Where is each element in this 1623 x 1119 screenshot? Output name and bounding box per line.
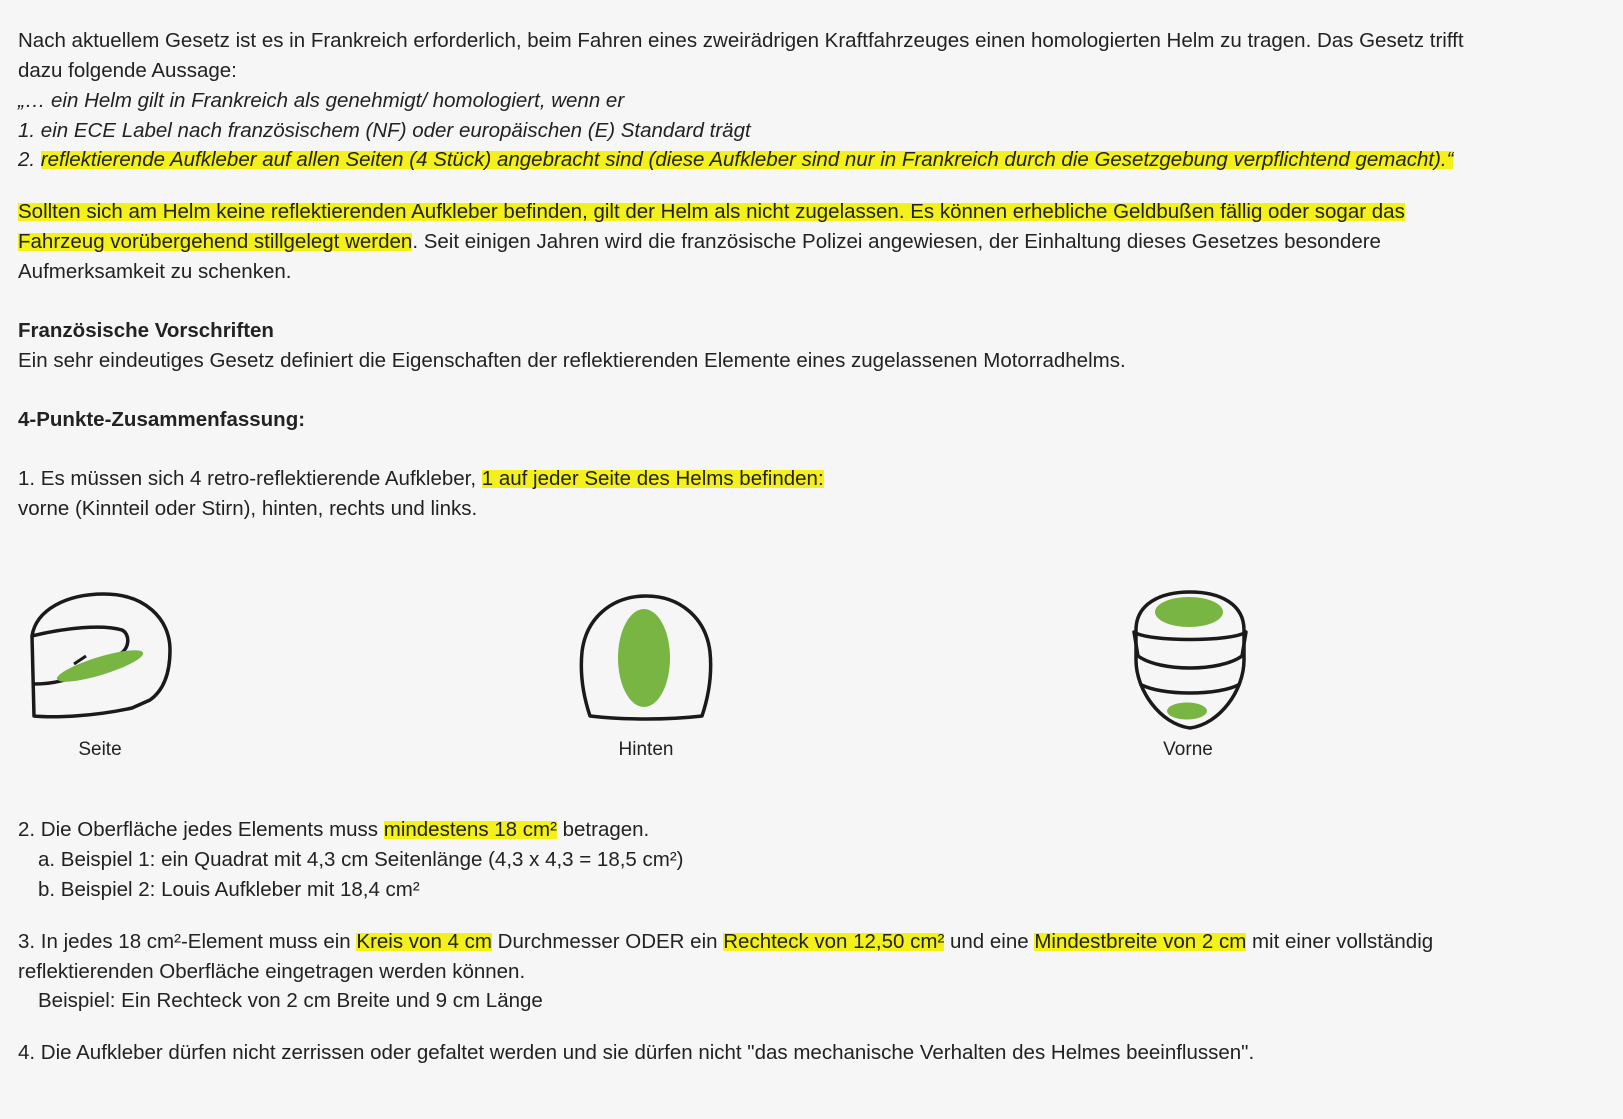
helmet-front-icon (1128, 590, 1252, 732)
highlight-point2: mindestens 18 cm² (383, 818, 557, 841)
highlight-point3-circle: Kreis von 4 cm (356, 930, 492, 953)
highlight-para2-1: Sollten sich am Helm keine reflektierenden Aufkleber befinden, gilt der Helm als nicht zugelassen. Es können erhebliche Geldbußen fällig oder sogar das (18, 200, 1405, 223)
point2-example-1: a. Beispiel 1: ein Quadrat mit 4,3 cm Seitenlänge (4,3 x 4,3 = 18,5 cm²) (38, 848, 684, 871)
caption-side: Seite (78, 739, 122, 760)
highlight-point1: 1 auf jeder Seite des Helms befinden: (481, 467, 824, 490)
point3-example: Beispiel: Ein Rechteck von 2 cm Breite und 9 cm Länge (38, 989, 543, 1012)
point2-example-2: b. Beispiel 2: Louis Aufkleber mit 18,4 cm² (38, 878, 420, 901)
intro-line-1: Nach aktuellem Gesetz ist es in Frankreich erforderlich, beim Fahren eines zweirädrigen Kraftfahrzeuges einen homologierten Helm zu tragen. Das Gesetz trifft (18, 29, 1464, 52)
helmet-side-icon (26, 588, 176, 728)
highlight-point3-rect: Rechteck von 12,50 cm² (723, 930, 945, 953)
quote-number: 2. (18, 148, 41, 171)
point2-text-a: 2. Die Oberfläche jedes Elements muss (18, 818, 384, 841)
para2-line-2 (18, 227, 1381, 257)
point2-line-1 (18, 815, 649, 845)
sticker-front-forehead (1155, 597, 1223, 627)
quote-line-1: „… ein Helm gilt in Frankreich als genehmigt/ homologiert, wenn er (18, 89, 625, 112)
sticker-side (54, 644, 145, 688)
point3-text-d: mit einer vollständig (1246, 930, 1434, 953)
section-heading: Französische Vorschriften (18, 319, 274, 342)
point3-text-c: und eine (944, 930, 1035, 953)
highlight-point3-width: Mindestbreite von 2 cm (1034, 930, 1247, 953)
point3-line-2: reflektierenden Oberfläche eingetragen werden können. (18, 960, 526, 983)
sticker-front-chin (1167, 703, 1207, 720)
section-text: Ein sehr eindeutiges Gesetz definiert die Eigenschaften der reflektierenden Elemente eines zugelassenen Motorradhelms. (18, 349, 1126, 372)
summary-heading: 4-Punkte-Zusammenfassung: (18, 408, 306, 431)
point3-line-1 (18, 927, 1433, 957)
intro-line-2: dazu folgende Aussage: (18, 59, 237, 82)
quote-line-2: 1. ein ECE Label nach französischem (NF) oder europäischen (E) Standard trägt (18, 119, 751, 142)
quote-line-3 (18, 145, 1453, 175)
caption-back: Hinten (618, 739, 674, 760)
caption-front: Vorne (1163, 739, 1213, 760)
highlight-para2-2: Fahrzeug vorübergehend stillgelegt werden (18, 230, 413, 253)
point1-line-1 (18, 464, 824, 494)
sticker-back (618, 609, 670, 707)
point4-line: 4. Die Aufkleber dürfen nicht zerrissen oder gefaltet werden und sie dürfen nicht "das mechanische Verhalten des Helmes beeinflussen". (18, 1041, 1255, 1064)
point1-line-2: vorne (Kinnteil oder Stirn), hinten, rechts und links. (18, 497, 478, 520)
point3-text-b: Durchmesser ODER ein (491, 930, 724, 953)
helmet-back-icon (578, 592, 714, 726)
point2-text-b: betragen. (556, 818, 650, 841)
para2-line-3: Aufmerksamkeit zu schenken. (18, 260, 292, 283)
point1-text: 1. Es müssen sich 4 retro-reflektierende Aufkleber, (18, 467, 482, 490)
para2-line-1 (18, 197, 1405, 227)
point3-text-a: 3. In jedes 18 cm²-Element muss ein (18, 930, 357, 953)
highlight-quote: reflektierende Aufkleber auf allen Seiten (4 Stück) angebracht sind (diese Aufkleber sind nur in Frankreich durch die Gesetzgebung verpflichtend gemacht).“ (40, 148, 1454, 171)
para2-line-2-rest: . Seit einigen Jahren wird die französische Polizei angewiesen, der Einhaltung dieses Gesetzes besondere (412, 230, 1381, 253)
